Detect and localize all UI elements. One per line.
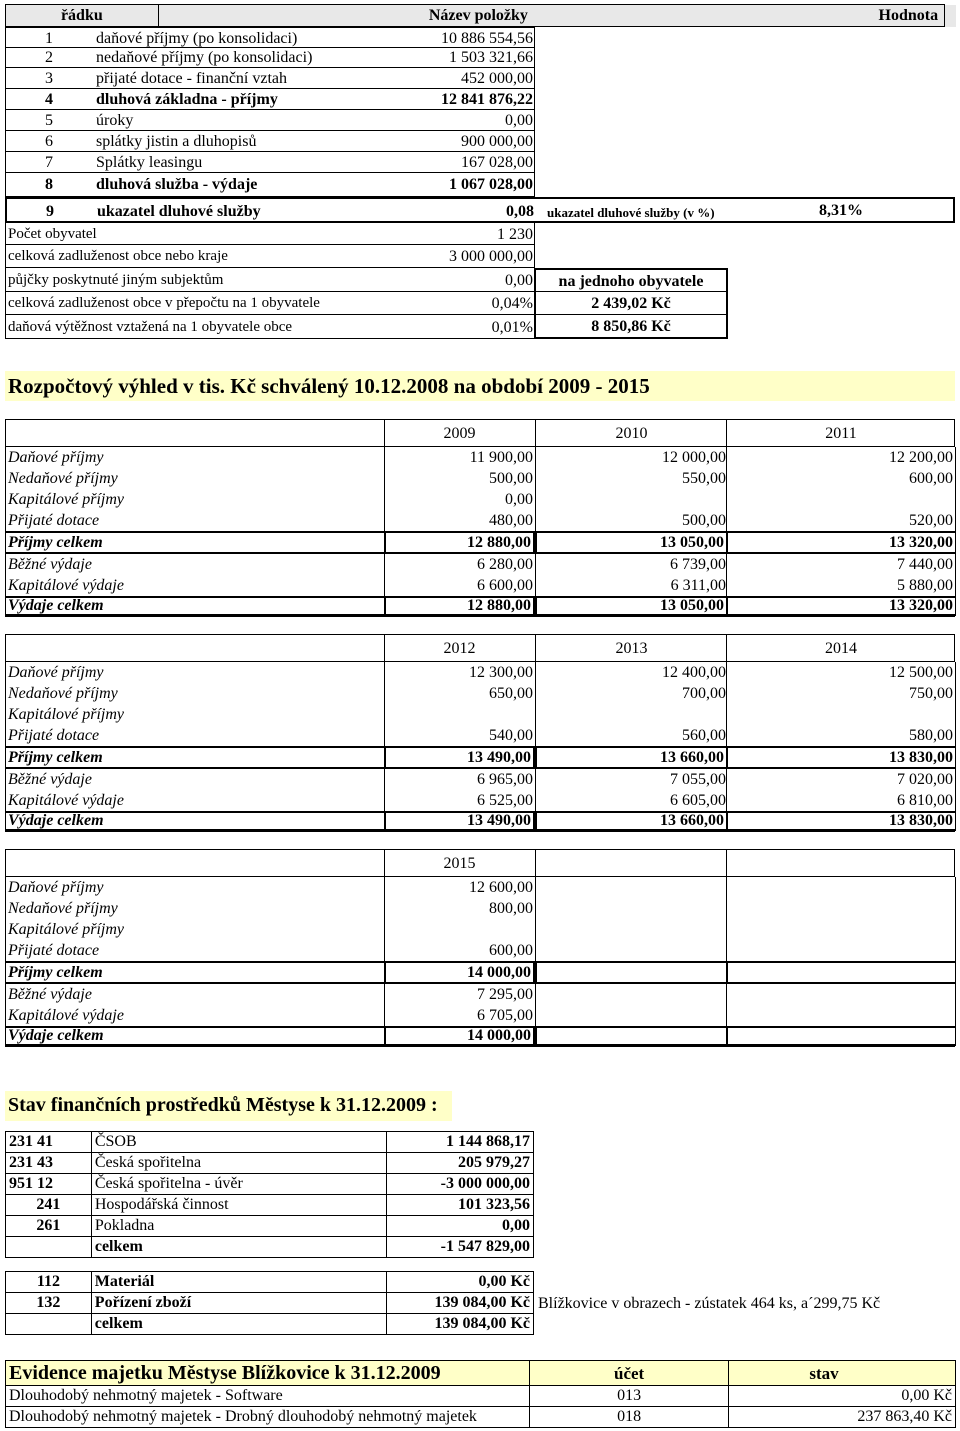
row-value: 10 886 554,56: [441, 29, 533, 47]
per-capita-header-cell: [535, 268, 728, 292]
value-cell: 7 020,00: [726, 769, 956, 790]
row-label: Kapitálové výdaje: [5, 790, 385, 811]
budget-title: Rozpočtový výhled v tis. Kč schválený 10.12.2008 na období 2009 - 2015: [8, 374, 650, 398]
value-cell: 12 300,00: [384, 662, 535, 683]
property-table: [5, 1360, 956, 1428]
row-label: Příjmy celkem: [5, 961, 385, 984]
indicator-row: [5, 245, 535, 268]
outlook-bottom-rule: [5, 831, 955, 832]
per-capita-cell: [535, 315, 728, 339]
value-cell: 600,00: [726, 468, 956, 489]
value-cell: 12 600,00: [384, 877, 535, 898]
stock-code: 132: [6, 1293, 92, 1314]
property-row-account: 013: [529, 1386, 729, 1407]
value-cell: 480,00: [384, 510, 535, 531]
row-value: 0,01%: [491, 318, 533, 336]
row-label: půjčky poskytnuté jiným subjektům: [8, 271, 224, 288]
row-label: celková zadluženost obce v přepočtu na 1 obyvatele: [8, 295, 320, 311]
row-name: dluhová služba - výdaje: [96, 176, 258, 193]
value-cell: 12 000,00: [535, 447, 728, 468]
indicator-row: [5, 68, 535, 89]
indicator-row: [5, 48, 535, 68]
funds-code: 261: [6, 1216, 92, 1237]
value-cell: [726, 704, 956, 725]
funds-row: [6, 1153, 534, 1174]
row-value: 3 000 000,00: [449, 248, 533, 265]
header-name: Název položky: [428, 6, 528, 24]
empty-cell: [945, 5, 956, 27]
row-label: Příjmy celkem: [5, 531, 385, 554]
outlook-block: [5, 419, 955, 616]
funds-name: Hospodářská činnost: [91, 1195, 386, 1216]
funds-name: ČSOB: [91, 1132, 386, 1153]
row-value: 900 000,00: [461, 132, 533, 150]
stock-code: [6, 1314, 92, 1335]
value-cell: 6 739,00: [535, 554, 728, 575]
stock-name: celkem: [91, 1314, 386, 1335]
value-cell: 500,00: [384, 468, 535, 489]
row-label: Daňové příjmy: [5, 877, 385, 898]
indicator-row: [5, 27, 535, 48]
indicator-row: [5, 110, 535, 131]
row-value: 1 503 321,66: [449, 49, 533, 66]
value-cell: [535, 961, 728, 984]
outlook-bottom-rule: [5, 1046, 955, 1047]
indicator-row: [5, 173, 535, 197]
property-row-account: 018: [529, 1407, 729, 1428]
value-cell: 13 830,00: [726, 811, 956, 831]
row-name: přijaté dotace - finanční vztah: [96, 69, 288, 87]
funds-title: Stav finančních prostředků Městyse k 31.12.2009 :: [8, 1094, 438, 1116]
value-cell: [535, 940, 728, 961]
value-cell: [535, 984, 728, 1005]
row-label: Kapitálové výdaje: [5, 575, 385, 596]
value-cell: 6 810,00: [726, 790, 956, 811]
row-value: 1 067 028,00: [449, 176, 533, 193]
row-label: Počet obyvatel: [8, 225, 97, 242]
funds-row: [6, 1174, 534, 1195]
value-cell: [726, 919, 956, 940]
row-label: Příjmy celkem: [5, 746, 385, 769]
row-number: 7: [45, 153, 53, 171]
row-number: 9: [46, 203, 54, 220]
value-cell: 650,00: [384, 683, 535, 704]
outlook-bottom-rule: [5, 616, 955, 617]
value-cell: [726, 877, 956, 898]
year-label: 2014: [825, 640, 857, 657]
row-label: Běžné výdaje: [5, 554, 385, 575]
row-label: Výdaje celkem: [5, 811, 385, 831]
indicator-row: [5, 152, 535, 173]
property-row-name: Dlouhodobý nehmotný majetek - Software: [6, 1386, 530, 1407]
row-label: Přijaté dotace: [5, 725, 385, 746]
value-cell: [726, 961, 956, 984]
value-cell: 13 050,00: [535, 596, 728, 616]
value-cell: 500,00: [535, 510, 728, 531]
value-cell: 7 440,00: [726, 554, 956, 575]
row-number: 2: [45, 49, 53, 66]
stock-table: [5, 1271, 534, 1335]
row-label: Přijaté dotace: [5, 510, 385, 531]
row-number: 8: [45, 176, 53, 193]
value-cell: 580,00: [726, 725, 956, 746]
value-cell: 6 525,00: [384, 790, 535, 811]
value-cell: [535, 1005, 728, 1026]
value-cell: [535, 1026, 728, 1046]
row-value: 167 028,00: [461, 153, 533, 171]
year-cell: [535, 849, 728, 877]
header-name-value-cell: [158, 5, 944, 27]
value-cell: 13 490,00: [384, 746, 535, 769]
value-cell: 750,00: [726, 683, 956, 704]
funds-code: 241: [6, 1195, 92, 1216]
value-cell: [726, 1005, 956, 1026]
value-cell: 11 900,00: [384, 447, 535, 468]
row-value: 1 230: [497, 225, 533, 243]
value-cell: [535, 919, 728, 940]
value-cell: 6 280,00: [384, 554, 535, 575]
per-capita-value: 2 439,02 Kč: [591, 294, 671, 312]
funds-code: 951 12: [6, 1174, 92, 1195]
per-capita-header: na jednoho obyvatele: [558, 273, 704, 290]
row-label: Kapitálové příjmy: [5, 919, 385, 940]
value-cell: 12 880,00: [384, 596, 535, 616]
value-cell: 13 320,00: [726, 531, 956, 554]
row-number: 5: [45, 111, 53, 129]
funds-row: [6, 1132, 534, 1153]
value-cell: [535, 877, 728, 898]
value-cell: 12 400,00: [535, 662, 728, 683]
value-cell: 12 500,00: [726, 662, 956, 683]
stock-note: Blížkovice v obrazech - zústatek 464 ks, a´299,75 Kč: [538, 1295, 881, 1312]
funds-value: 0,00: [387, 1216, 534, 1237]
value-cell: 14 000,00: [384, 961, 535, 984]
value-cell: 7 295,00: [384, 984, 535, 1005]
row-label: Výdaje celkem: [5, 1026, 385, 1046]
value-cell: [726, 1026, 956, 1046]
value-cell: 13 490,00: [384, 811, 535, 831]
row-name: nedaňové příjmy (po konsolidaci): [96, 49, 313, 66]
funds-value: -3 000 000,00: [387, 1174, 534, 1195]
debt-indicators-table: [5, 4, 956, 27]
property-title: Evidence majetku Městyse Blížkovice k 31.12.2009: [6, 1361, 530, 1386]
per-capita-cell: [535, 292, 728, 315]
funds-name: Pokladna: [91, 1216, 386, 1237]
value-cell: 6 605,00: [535, 790, 728, 811]
header-value: Hodnota: [878, 6, 939, 24]
value-cell: 6 965,00: [384, 769, 535, 790]
year-label: 2012: [443, 640, 476, 657]
stock-code: 112: [6, 1272, 92, 1293]
value-cell: 700,00: [535, 683, 728, 704]
indicator-row: [5, 268, 535, 292]
row-label: Daňové příjmy: [5, 662, 385, 683]
funds-name: Česká spořitelna - úvěr: [91, 1174, 386, 1195]
year-label: 2009: [443, 425, 476, 442]
value-cell: 6 311,00: [535, 575, 728, 596]
stock-row: [6, 1272, 534, 1293]
row-value: 0,04%: [491, 295, 533, 312]
indicator-row: [5, 197, 955, 223]
row-label: Nedaňové příjmy: [5, 898, 385, 919]
value-cell: 800,00: [384, 898, 535, 919]
value-cell: 520,00: [726, 510, 956, 531]
year-label: 2015: [443, 855, 476, 872]
year-label: 2010: [615, 425, 648, 442]
value-cell: 5 880,00: [726, 575, 956, 596]
stock-value: 0,00 Kč: [387, 1272, 534, 1293]
value-cell: 12 880,00: [384, 531, 535, 554]
value-cell: [535, 704, 728, 725]
funds-code: [6, 1237, 92, 1258]
row-value: 0,08: [506, 203, 534, 220]
value-cell: 13 050,00: [535, 531, 728, 554]
stock-value: 139 084,00 Kč: [387, 1293, 534, 1314]
funds-row: [6, 1195, 534, 1216]
value-cell: 0,00: [384, 489, 535, 510]
value-cell: [726, 898, 956, 919]
stock-name: Pořízení zboží: [91, 1293, 386, 1314]
row-number: 1: [45, 29, 53, 47]
row-label: Nedaňové příjmy: [5, 468, 385, 489]
funds-table: [5, 1131, 534, 1258]
value-cell: 13 830,00: [726, 746, 956, 769]
value-cell: 12 200,00: [726, 447, 956, 468]
property-col-account: účet: [529, 1361, 729, 1386]
funds-code: 231 41: [6, 1132, 92, 1153]
row-label: Kapitálové výdaje: [5, 1005, 385, 1026]
indicator-row: [5, 89, 535, 110]
property-row-name: Dlouhodobý nehmotný majetek - Drobný dlouhodobý nehmotný majetek: [6, 1407, 530, 1428]
row-name: úroky: [96, 111, 134, 129]
row-value: 12 841 876,22: [441, 90, 533, 108]
row-label: Daňové příjmy: [5, 447, 385, 468]
indicator-row: [5, 223, 535, 245]
value-cell: [726, 489, 956, 510]
value-cell: 540,00: [384, 725, 535, 746]
row-label: Kapitálové příjmy: [5, 489, 385, 510]
stock-row: [6, 1314, 534, 1335]
row-number: 6: [45, 132, 53, 150]
funds-value: 205 979,27: [387, 1153, 534, 1174]
stock-row: [6, 1293, 534, 1314]
row-value: 0,00: [505, 271, 533, 289]
row-name: dluhová základna - příjmy: [96, 90, 278, 108]
year-label: 2013: [615, 640, 648, 657]
value-cell: 6 705,00: [384, 1005, 535, 1026]
per-capita-value: 8 850,86 Kč: [591, 318, 671, 335]
header-row-number: řádku: [6, 5, 159, 27]
row-label: Běžné výdaje: [5, 984, 385, 1005]
outlook-block: [5, 849, 955, 1046]
funds-row: [6, 1237, 534, 1258]
value-cell: 13 660,00: [535, 811, 728, 831]
funds-value: 101 323,56: [387, 1195, 534, 1216]
value-cell: 13 660,00: [535, 746, 728, 769]
value-cell: 13 320,00: [726, 596, 956, 616]
value-cell: [384, 704, 535, 725]
row-label: celková zadluženost obce nebo kraje: [8, 248, 228, 264]
stock-value: 139 084,00 Kč: [387, 1314, 534, 1335]
row-number: 4: [45, 90, 53, 108]
indicator-row: [5, 315, 535, 339]
row9-extra-label: ukazatel dluhové služby (v %): [547, 205, 715, 220]
value-cell: [726, 984, 956, 1005]
row-name: ukazatel dluhové služby: [97, 203, 261, 220]
property-row-state: 0,00 Kč: [729, 1386, 956, 1407]
indicator-row: [5, 292, 535, 315]
year-label: 2011: [825, 425, 857, 442]
value-cell: [535, 898, 728, 919]
funds-name: celkem: [91, 1237, 386, 1258]
funds-row: [6, 1216, 534, 1237]
row-value: 0,00: [505, 111, 533, 129]
row-number: 3: [45, 69, 53, 87]
property-row-state: 237 863,40 Kč: [729, 1407, 956, 1428]
funds-value: 1 144 868,17: [387, 1132, 534, 1153]
row-label: daňová výtěžnost vztažená na 1 obyvatele obce: [8, 318, 293, 335]
value-cell: [535, 489, 728, 510]
value-cell: 600,00: [384, 940, 535, 961]
funds-code: 231 43: [6, 1153, 92, 1174]
value-cell: 560,00: [535, 725, 728, 746]
row-label: Kapitálové příjmy: [5, 704, 385, 725]
value-cell: [726, 940, 956, 961]
value-cell: 550,00: [535, 468, 728, 489]
row-name: splátky jistin a dluhopisů: [96, 132, 257, 150]
stock-name: Materiál: [91, 1272, 386, 1293]
row9-extra-value: 8,31%: [819, 202, 863, 219]
property-col-state: stav: [729, 1361, 956, 1386]
row-label: Nedaňové příjmy: [5, 683, 385, 704]
funds-value: -1 547 829,00: [387, 1237, 534, 1258]
row-label: Přijaté dotace: [5, 940, 385, 961]
row-value: 452 000,00: [461, 69, 533, 87]
value-cell: 6 600,00: [384, 575, 535, 596]
row-name: daňové příjmy (po konsolidaci): [96, 29, 298, 47]
row-label: Běžné výdaje: [5, 769, 385, 790]
indicator-row: [5, 131, 535, 152]
funds-name: Česká spořitelna: [91, 1153, 386, 1174]
outlook-block: [5, 634, 955, 831]
year-cell: [726, 849, 956, 877]
row-label: Výdaje celkem: [5, 596, 385, 616]
value-cell: 14 000,00: [384, 1026, 535, 1046]
value-cell: [384, 919, 535, 940]
value-cell: 7 055,00: [535, 769, 728, 790]
row-name: Splátky leasingu: [96, 153, 203, 171]
